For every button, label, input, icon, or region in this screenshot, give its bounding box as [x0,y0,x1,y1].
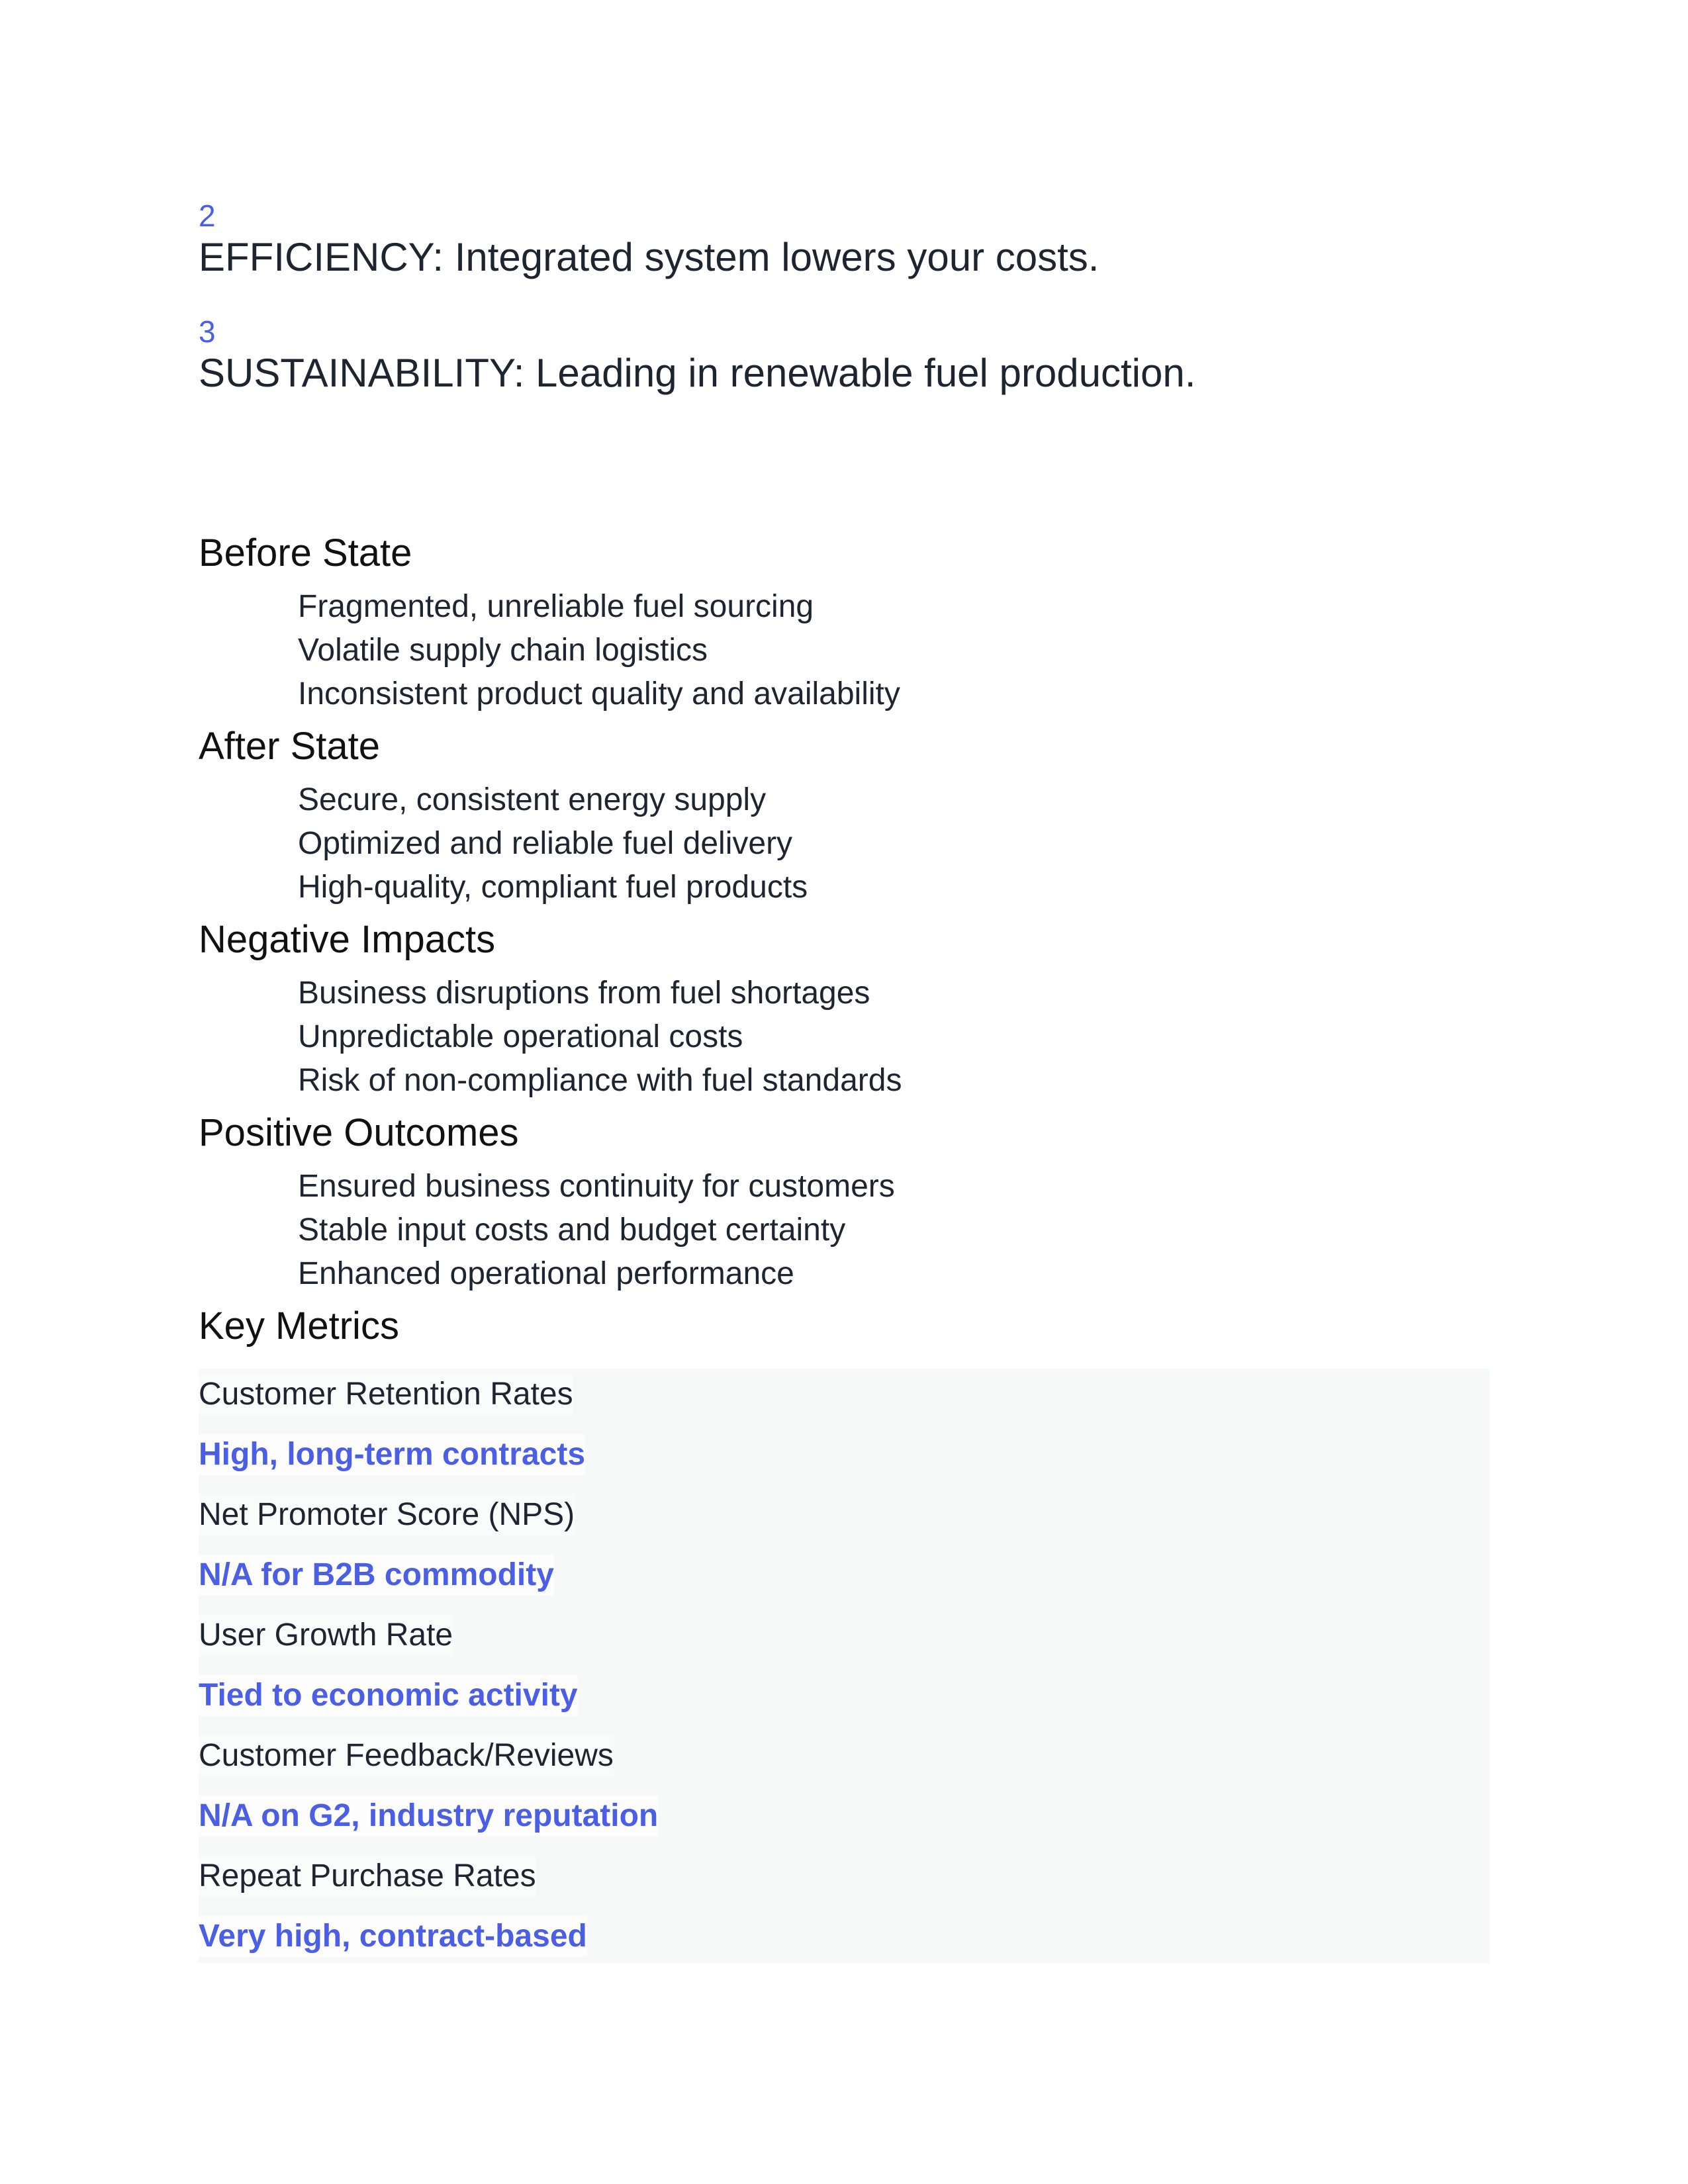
metric-value: Very high, contract-based [199,1916,587,1957]
bullet-list [199,585,1489,716]
key-metrics-section [199,1302,1489,1350]
list-item: Optimized and reliable fuel delivery [298,826,793,861]
list-item: Stable input costs and budget certainty [298,1212,846,1248]
negative-impacts-section [199,916,1489,1103]
bullet-list [199,1165,1489,1296]
pillar-item [199,199,1099,282]
section-heading: After State [199,725,381,768]
section-heading: Key Metrics [199,1304,399,1347]
metric-value: N/A for B2B commodity [199,1555,554,1596]
list-item: Fragmented, unreliable fuel sourcing [298,589,814,624]
metric-value: High, long-term contracts [199,1434,585,1475]
section-heading: Negative Impacts [199,918,496,961]
list-item: Volatile supply chain logistics [298,633,708,668]
metric-label: Customer Retention Rates [199,1374,573,1415]
metric-label: User Growth Rate [199,1615,453,1656]
list-item: Ensured business continuity for customers [298,1169,895,1204]
pillar-number: 3 [199,314,216,349]
positive-outcomes-section [199,1109,1489,1296]
list-item: Risk of non-compliance with fuel standards [298,1063,902,1098]
before-state-section [199,529,1489,716]
pillar-item [199,314,1196,398]
metric-label: Repeat Purchase Rates [199,1856,536,1897]
list-item: Enhanced operational performance [298,1256,794,1291]
list-item: Secure, consistent energy supply [298,782,767,817]
bullet-list [199,972,1489,1103]
list-item: Unpredictable operational costs [298,1019,743,1054]
list-item: High-quality, compliant fuel products [298,870,808,905]
metrics-table [199,1369,1489,1963]
section-heading: Before State [199,531,412,574]
metric-label: Customer Feedback/Reviews [199,1735,614,1776]
section-heading: Positive Outcomes [199,1111,519,1154]
metric-value: N/A on G2, industry reputation [199,1796,658,1837]
pillar-text: SUSTAINABILITY: Leading in renewable fuel production. [199,351,1196,395]
after-state-section [199,723,1489,909]
metric-label: Net Promoter Score (NPS) [199,1494,575,1535]
list-item: Business disruptions from fuel shortages [298,976,870,1011]
pillar-number: 2 [199,199,216,233]
pillar-text: EFFICIENCY: Integrated system lowers your costs. [199,235,1100,279]
list-item: Inconsistent product quality and availability [298,676,900,711]
metric-value: Tied to economic activity [199,1675,578,1716]
bullet-list [199,778,1489,909]
